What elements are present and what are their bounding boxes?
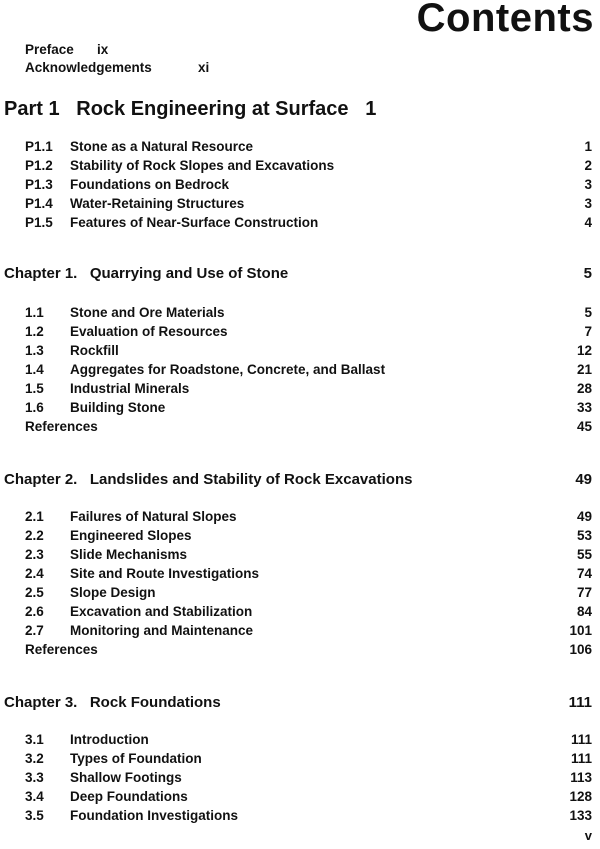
page-folio: v <box>584 828 592 843</box>
toc-entry <box>25 400 592 418</box>
entry-number: 3.2 <box>25 751 44 766</box>
part-1-heading: Part 1 Rock Engineering at Surface 1 <box>4 98 377 120</box>
entry-page: 101 <box>569 623 592 638</box>
entry-page: 3 <box>584 196 592 211</box>
entry-page: 84 <box>576 604 592 619</box>
entry-title: Aggregates for Roadstone, Concrete, and Ballast <box>70 362 386 377</box>
entry-number: 3.4 <box>25 789 44 804</box>
entry-page: 5 <box>584 305 592 320</box>
entry-number: 3.1 <box>25 732 44 747</box>
references-entry <box>25 419 592 434</box>
entry-page: 49 <box>576 509 592 524</box>
entry-number: 2.7 <box>25 623 44 638</box>
entry-number: 3.5 <box>25 808 44 823</box>
entry-title: Deep Foundations <box>70 789 188 804</box>
entry-title: Slope Design <box>70 585 156 600</box>
entry-title: Site and Route Investigations <box>70 566 260 581</box>
front-label: Preface <box>25 42 74 57</box>
entry-number: 1.1 <box>25 305 44 320</box>
toc-entry <box>25 623 592 641</box>
entry-number: 2.5 <box>25 585 44 600</box>
entry-page: 55 <box>576 547 592 562</box>
toc-entry <box>25 139 592 157</box>
toc-entry <box>25 324 592 342</box>
entry-title: Excavation and Stabilization <box>70 604 253 619</box>
entry-page: 133 <box>569 808 592 823</box>
toc-entry <box>25 751 592 769</box>
toc-entry <box>25 343 592 361</box>
page-title: Contents <box>416 0 594 40</box>
entry-page: 111 <box>570 751 592 766</box>
chapter-title: Chapter 1. Quarrying and Use of Stone <box>4 265 289 282</box>
toc-entry <box>25 362 592 380</box>
references-label: References <box>25 419 98 434</box>
toc-entry <box>25 196 592 214</box>
toc-entry <box>25 158 592 176</box>
front-matter-acknowledgements <box>25 60 210 75</box>
entry-title: Water-Retaining Structures <box>70 196 245 211</box>
chapter-title: Chapter 3. Rock Foundations <box>4 694 221 711</box>
entry-page: 3 <box>584 177 592 192</box>
toc-entry <box>25 770 592 788</box>
references-entry <box>25 642 592 657</box>
entry-page: 53 <box>576 528 592 543</box>
entry-page: 28 <box>576 381 592 396</box>
chapter-page: 5 <box>583 265 592 282</box>
toc-entry <box>25 509 592 527</box>
entry-number: 3.3 <box>25 770 44 785</box>
toc-entry <box>25 789 592 807</box>
entry-title: Monitoring and Maintenance <box>70 623 254 638</box>
front-page: xi <box>198 60 210 75</box>
entry-number: P1.4 <box>25 196 53 211</box>
entry-page: 21 <box>576 362 592 377</box>
entry-title: Types of Foundation <box>70 751 202 766</box>
toc-entry <box>25 604 592 622</box>
entry-number: P1.5 <box>25 215 53 230</box>
references-label: References <box>25 642 98 657</box>
entry-page: 113 <box>570 770 592 785</box>
entry-number: 1.3 <box>25 343 44 358</box>
entry-title: Features of Near-Surface Construction <box>70 215 319 230</box>
chapter-page: 49 <box>575 471 592 488</box>
chapter-1-heading <box>4 265 592 282</box>
front-page: ix <box>97 42 109 57</box>
entry-number: P1.2 <box>25 158 53 173</box>
chapter-page: 111 <box>568 694 592 711</box>
front-label: Acknowledgements <box>25 60 152 75</box>
entry-page: 2 <box>584 158 592 173</box>
entry-number: 1.6 <box>25 400 44 415</box>
references-page: 45 <box>576 419 592 434</box>
entry-page: 7 <box>584 324 592 339</box>
entry-title: Rockfill <box>70 343 119 358</box>
entry-page: 128 <box>569 789 592 804</box>
entry-number: P1.1 <box>25 139 53 154</box>
entry-page: 4 <box>584 215 592 230</box>
entry-page: 111 <box>570 732 592 747</box>
entry-title: Slide Mechanisms <box>70 547 188 562</box>
entry-title: Industrial Minerals <box>70 381 190 396</box>
entry-number: 2.3 <box>25 547 44 562</box>
entry-title: Building Stone <box>70 400 166 415</box>
toc-entry <box>25 732 592 750</box>
toc-entry <box>25 585 592 603</box>
chapter-2-heading <box>4 471 592 488</box>
references-page: 106 <box>569 642 592 657</box>
entry-title: Stone and Ore Materials <box>70 305 225 320</box>
entry-title: Introduction <box>70 732 149 747</box>
entry-title: Shallow Footings <box>70 770 182 785</box>
entry-title: Stability of Rock Slopes and Excavations <box>70 158 335 173</box>
chapter-title: Chapter 2. Landslides and Stability of Rock Excavations <box>4 471 413 488</box>
entry-page: 1 <box>584 139 592 154</box>
entry-title: Foundation Investigations <box>70 808 238 823</box>
entry-number: 2.6 <box>25 604 44 619</box>
chapter-3-heading <box>4 694 592 711</box>
entry-number: 2.1 <box>25 509 44 524</box>
front-matter-preface <box>25 42 109 57</box>
entry-number: 1.4 <box>25 362 44 377</box>
toc-entry <box>25 177 592 195</box>
toc-entry <box>25 547 592 565</box>
toc-entry <box>25 528 592 546</box>
toc-entry <box>25 381 592 399</box>
entry-page: 77 <box>576 585 592 600</box>
toc-entry <box>25 566 592 584</box>
entry-number: 1.2 <box>25 324 44 339</box>
entry-number: P1.3 <box>25 177 53 192</box>
entry-number: 1.5 <box>25 381 44 396</box>
entry-page: 74 <box>576 566 592 581</box>
entry-title: Foundations on Bedrock <box>70 177 230 192</box>
entry-title: Failures of Natural Slopes <box>70 509 237 524</box>
entry-number: 2.4 <box>25 566 44 581</box>
toc-entry <box>25 808 592 826</box>
entry-title: Engineered Slopes <box>70 528 192 543</box>
entry-title: Stone as a Natural Resource <box>70 139 254 154</box>
toc-entry <box>25 305 592 323</box>
toc-entry <box>25 215 592 233</box>
entry-number: 2.2 <box>25 528 44 543</box>
entry-page: 33 <box>576 400 592 415</box>
entry-page: 12 <box>576 343 592 358</box>
entry-title: Evaluation of Resources <box>70 324 228 339</box>
